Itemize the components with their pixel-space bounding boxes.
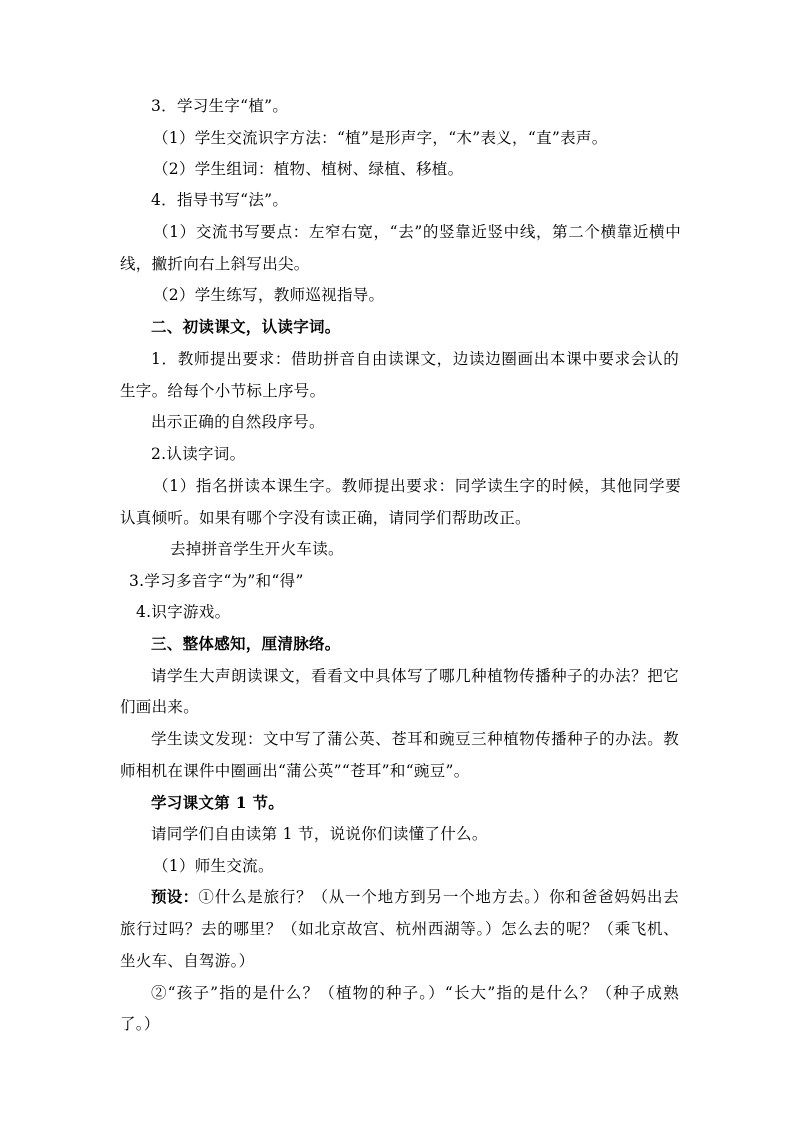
section-2-step-1-cont: 生字。给每个小节标上序号。 [120, 382, 326, 400]
preset-text-cont-2: 坐火车、自驾游。） [120, 952, 255, 970]
section-3-para-2-cont: 师相机在课件中圈画出“蒲公英”“苍耳”和“豌豆”。 [120, 762, 470, 780]
step-4-item-1-cont: 线，撇折向右上斜写出尖。 [120, 255, 310, 273]
lesson-section-1-instruction: 请同学们自由读第 1 节，说说你们读懂了什么。 [151, 825, 488, 843]
section-3-para-2: 学生读文发现：文中写了蒲公英、苍耳和豌豆三种植物传播种子的办法。教 [151, 730, 679, 748]
teacher-student-exchange: （1）师生交流。 [153, 857, 274, 875]
preset-question-2-cont: 了。） [120, 1015, 160, 1033]
section-2-step-4: 4.识字游戏。 [136, 603, 231, 621]
step-3-item-2: （2）学生组词：植物、植树、绿植、移植。 [153, 160, 464, 178]
section-2-heading: 二、初读课文，认读字词。 [151, 317, 341, 336]
section-2-step-2: 2.认读字词。 [151, 445, 246, 463]
section-2-step-2-item-1: （1）指名拼读本课生字。教师提出要求：同学读生字的时候，其他同学要 [153, 477, 681, 495]
section-2-step-3: 3.学习多音字“为”和“得” [129, 572, 304, 590]
preset-text-cont-1: 旅行过吗？去的哪里？（如北京故宫、杭州西湖等。）怎么去的呢？（乘飞机、 [120, 920, 679, 938]
step-3-heading: 3．学习生字“植”。 [151, 97, 289, 115]
preset-line [151, 887, 679, 907]
section-2-step-2-item-1-cont: 认真倾听。如果有哪个字没有读正确，请同学们帮助改正。 [120, 509, 531, 527]
step-4-item-2: （2）学生练写，教师巡视指导。 [153, 286, 385, 304]
step-3-item-1: （1）学生交流识字方法：“植”是形声字，“木”表义，“直”表声。 [153, 129, 608, 147]
section-3-para-1: 请学生大声朗读课文，看看文中具体写了哪几种植物传播种子的办法？把它 [151, 667, 679, 685]
section-2-step-1: 1．教师提出要求：借助拼音自由读课文，边读边圈画出本课中要求会认的 [151, 350, 679, 368]
lesson-section-1-heading: 学习课文第 1 节。 [151, 793, 285, 812]
step-4-heading: 4．指导书写“法”。 [151, 191, 289, 209]
paragraph-order-note: 出示正确的自然段序号。 [151, 413, 325, 431]
preset-text: ①什么是旅行？（从一个地方到另一个地方去。）你和爸爸妈妈出去 [198, 888, 679, 906]
preset-label: 预设： [151, 887, 199, 906]
section-3-heading: 三、整体感知，厘清脉络。 [151, 634, 341, 653]
section-3-para-1-cont: 们画出来。 [120, 698, 200, 716]
preset-question-2: ②“孩子”指的是什么？（植物的种子。）“长大”指的是什么？（种子成熟 [151, 984, 679, 1002]
train-reading-note: 去掉拼音学生开火车读。 [170, 540, 344, 558]
step-4-item-1: （1）交流书写要点：左窄右宽，“去”的竖靠近竖中线，第二个横靠近横中 [153, 223, 681, 241]
